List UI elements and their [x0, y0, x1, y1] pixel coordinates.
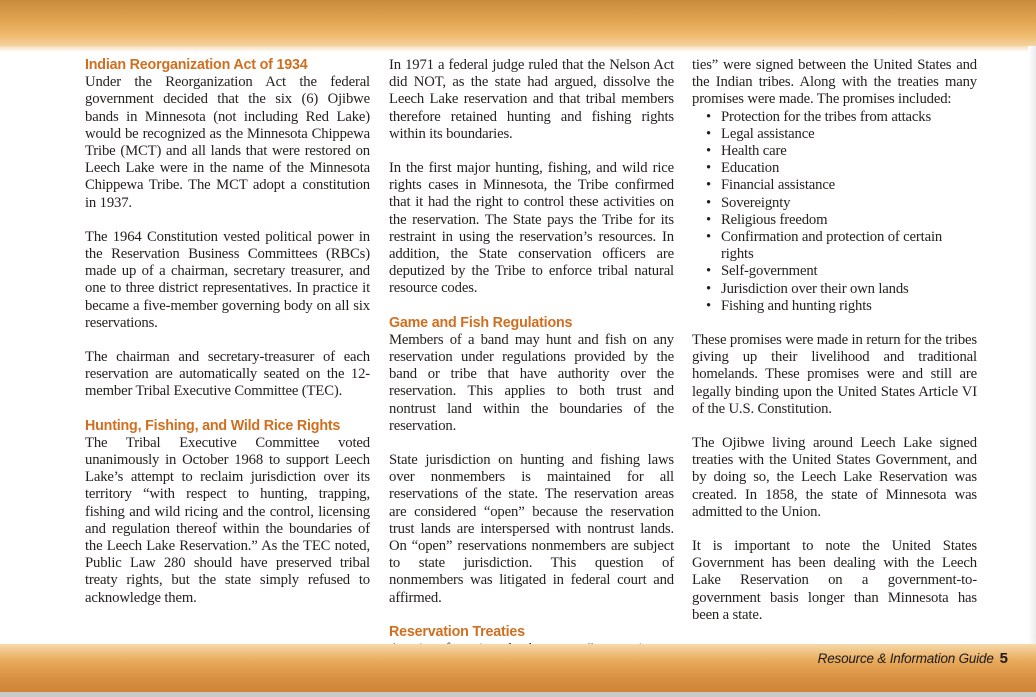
bullet-icon: •: [706, 229, 711, 246]
bullet-icon: •: [706, 177, 711, 194]
heading-game-fish-regulations: Game and Fish Regulations: [389, 314, 573, 331]
paragraph-tec-vote-1968: The Tribal Executive Committee voted unanimously in October 1968 to support Leech Lake’s attempt to reclaim jurisdiction over its territory “with respect to hunting, trapping, fishing and wild ricing and the control, licensing and regulation thereof within the boundaries of the Leech Lake Reservation.” As the TEC noted, Public Law 280 should have preserved tribal treaty rights, but the state simply refused to acknowledge them.: [85, 434, 370, 606]
bullet-icon: •: [706, 280, 711, 297]
column-1: [85, 57, 370, 607]
paragraph-promises-binding: These promises were made in return for the tribes giving up their livelihood and traditional homelands. These promises were and still are legally binding upon the United States Article VI of the U.S. Constitution.: [692, 332, 977, 417]
page-footer: [818, 650, 1008, 670]
list-item: • Sovereignty: [706, 194, 791, 211]
bullet-icon: •: [706, 211, 711, 228]
bullet-icon: •: [706, 297, 711, 314]
paragraph-rights-cases: In the first major hunting, fishing, and wild rice rights cases in Minnesota, the Tribe confirmed that it had the right to control these activities on the reservation. The State pays the Tribe for its restraint in using the reservation’s resources. In addition, the State conservation officers are deputized by the Tribe to enforce tribal natural resource codes.: [389, 160, 674, 297]
guide-title: Resource & Information Guide: [817, 651, 994, 666]
bullet-icon: •: [706, 263, 711, 280]
page-edge-shadow: [1028, 46, 1036, 644]
column-2: [389, 57, 674, 676]
top-decorative-band: [0, 0, 1036, 46]
bullet-icon: •: [706, 160, 711, 177]
list-item: • Protection for the tribes from attacks: [706, 108, 932, 125]
list-item: • Legal assistance: [706, 125, 815, 142]
paragraph-reorganization-act: Under the Reorganization Act the federal government decided that the six (6) Ojibwe bands in Minnesota (not including Red Lake) would be recognized as the Minnesota Chippewa Tribe (MCT) and all lands that were restored on Leech Lake were in the name of the Minnesota Chippewa Tribe. The MCT adopt a constitution in 1937.: [85, 74, 370, 211]
paragraph-1964-constitution: The 1964 Constitution vested political power in the Reservation Business Committees (RBCs) made up of a chairman, secretary treasurer, and one to three district representatives. In practice it became a five-member governing body on all six reservations.: [85, 228, 370, 331]
column-3: [692, 57, 977, 624]
paragraph-treaties-promises-intro: ties” were signed between the United States and the Indian tribes. Along with the treaties many promises were made. The promises included:: [692, 57, 977, 108]
top-band-fade: [0, 46, 1036, 52]
bullet-icon: •: [706, 194, 711, 211]
paragraph-band-regulations: Members of a band may hunt and fish on any reservation under regulations provided by the band or tribe that have authority over the reservation. This applies to both trust and nontrust land within the boundaries of the reservation.: [389, 331, 674, 434]
list-item: • Jurisdiction over their own lands: [706, 280, 909, 297]
list-item: • Health care: [706, 143, 787, 160]
promises-list: [692, 109, 977, 315]
list-item: • Confirmation and protection of certain rights: [706, 229, 943, 263]
bottom-strip: [0, 692, 1036, 697]
paragraph-government-relationship: It is important to note the United States Government has been dealing with the Leech Lake Reservation on a government-to-government basis longer than Minnesota has been a state.: [692, 538, 977, 623]
heading-reorganization-act: Indian Reorganization Act of 1934: [85, 57, 308, 73]
paragraph-ojibwe-treaties: The Ojibwe living around Leech Lake signed treaties with the United States Government, and by doing so, the Leech Lake Reservation was created. In 1858, the state of Minnesota was admitted to the Union.: [692, 435, 977, 520]
heading-reservation-treaties: Reservation Treaties: [389, 623, 525, 640]
paragraph-tec-seating: The chairman and secretary-treasurer of each reservation are automatically seated on the 12-member Tribal Executive Committee (TEC).: [85, 349, 370, 400]
list-item: • Fishing and hunting rights: [706, 297, 872, 314]
page-number: 5: [999, 650, 1008, 667]
list-item: • Religious freedom: [706, 211, 828, 228]
bullet-icon: •: [706, 143, 711, 160]
paragraph-nelson-act-ruling: In 1971 a federal judge ruled that the Nelson Act did NOT, as the state had argued, dissolve the Leech Lake reservation and that tribal members therefore retained hunting and fishing rights within its boundaries.: [389, 57, 674, 142]
list-item: • Financial assistance: [706, 177, 836, 194]
list-item: • Self-government: [706, 263, 818, 280]
bullet-icon: •: [706, 108, 711, 125]
heading-hunting-fishing-rights: Hunting, Fishing, and Wild Rice Rights: [85, 417, 341, 434]
paragraph-state-jurisdiction: State jurisdiction on hunting and fishing laws over nonmembers is maintained for all reservations of the state. The reservation areas are considered “open” because the reservation trust lands are interspersed with nontrust lands. On “open” reservations nonmembers are subject to state jurisdiction. This question of nonmembers was litigated in federal court and affirmed.: [389, 452, 674, 606]
bullet-icon: •: [706, 125, 711, 142]
list-item: • Education: [706, 160, 780, 177]
